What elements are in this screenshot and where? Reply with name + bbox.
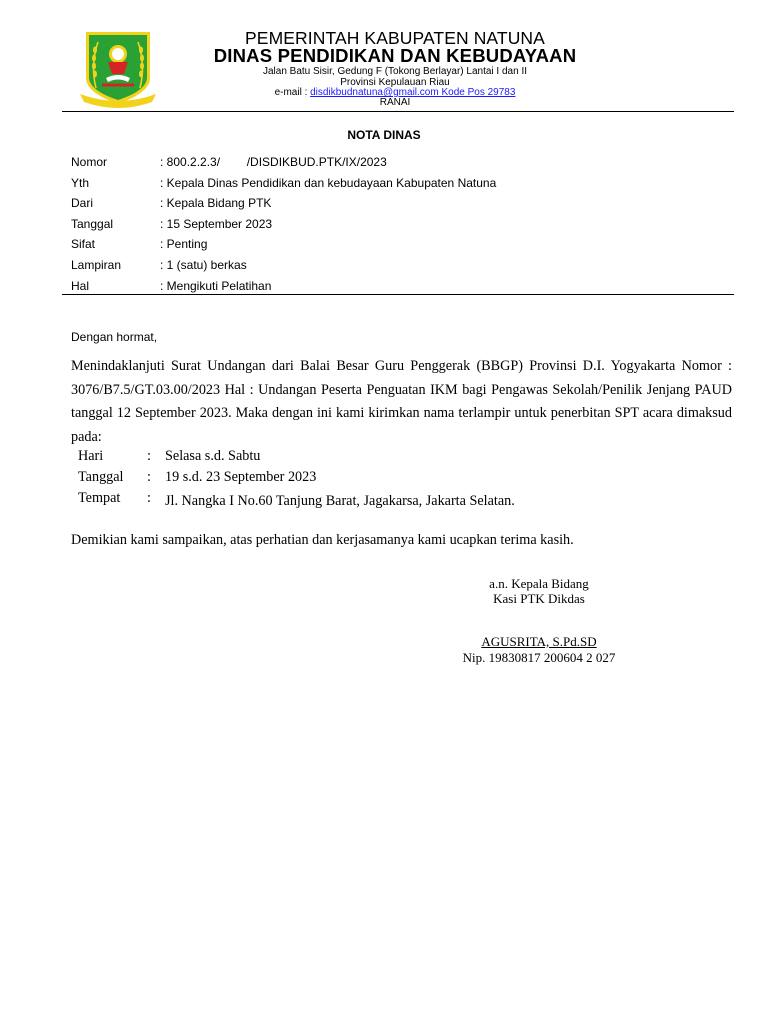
detail-colon: :: [147, 448, 151, 464]
detail-value-tempat: Jl. Nangka I No.60 Tanjung Barat, Jagakarsa, Jakarta Selatan.: [165, 493, 515, 509]
detail-label-hari: Hari: [78, 448, 104, 464]
document-title: NOTA DINAS: [347, 128, 421, 142]
greeting: Dengan hormat,: [71, 330, 158, 344]
meta-label-hal: Hal: [71, 279, 90, 293]
meta-divider: [62, 294, 734, 295]
natuna-regency-emblem-icon: [78, 28, 158, 108]
closing-sentence: Demikian kami sampaikan, atas perhatian dan kerjasamanya kami ucapkan terima kasih.: [71, 532, 574, 548]
meta-label-yth: Yth: [71, 176, 90, 190]
signature-role: a.n. Kepala Bidang: [489, 576, 589, 591]
letterhead-government: PEMERINTAH KABUPATEN NATUNA: [245, 28, 545, 48]
meta-value-tanggal: : 15 September 2023: [160, 217, 273, 231]
signature-nip: Nip. 19830817 200604 2 027: [462, 650, 616, 665]
meta-label-sifat: Sifat: [71, 237, 96, 251]
meta-value-lampiran: : 1 (satu) berkas: [160, 258, 247, 272]
letterhead-agency: DINAS PENDIDIKAN DAN KEBUDAYAAN: [213, 45, 577, 66]
meta-value-yth: : Kepala Dinas Pendidikan dan kebudayaan Kabupaten Natuna: [160, 176, 497, 190]
email-prefix: e-mail :: [274, 87, 311, 98]
detail-colon: :: [147, 490, 151, 506]
meta-value-sifat: : Penting: [160, 237, 208, 251]
detail-value-hari: Selasa s.d. Sabtu: [165, 448, 261, 464]
meta-label-dari: Dari: [71, 196, 94, 210]
detail-label-tanggal: Tanggal: [78, 469, 124, 485]
meta-label-lampiran: Lampiran: [71, 258, 122, 272]
meta-value-hal: : Mengikuti Pelatihan: [160, 279, 272, 293]
meta-label-tanggal: Tanggal: [71, 217, 114, 231]
detail-label-tempat: Tempat: [78, 490, 121, 506]
meta-label-nomor: Nomor: [71, 155, 108, 169]
meta-value-dari: : Kepala Bidang PTK: [160, 196, 272, 210]
detail-colon: :: [147, 469, 151, 485]
body-paragraph: Menindaklanjuti Surat Undangan dari Balai Besar Guru Penggerak (BBGP) Provinsi D.I. Yogyakarta Nomor : 3076/B7.5/GT.03.00/2023 Hal : Undangan Peserta Penguatan IKM bagi Pengawas Sekolah/Penilik Jenjang PAUD tanggal 12 September 2023. Maka dengan ini kami kirimkan nama terlampir untuk penerbitan SPT acara dimaksud pada:: [71, 358, 732, 446]
meta-value-nomor: : 800.2.2.3/ /DISDIKBUD.PTK/IX/2023: [160, 155, 387, 169]
signature-position: Kasi PTK Dikdas: [493, 591, 585, 606]
letterhead-divider: [62, 111, 734, 112]
signature-name: AGUSRITA, S.Pd.SD: [481, 634, 597, 649]
detail-value-tanggal: 19 s.d. 23 September 2023: [165, 469, 317, 485]
letterhead-address: Jalan Batu Sisir, Gedung F (Tokong Berlayar) Lantai I dan II: [262, 66, 528, 77]
email-link[interactable]: disdikbudnatuna@gmail.com Kode Pos 29783: [310, 87, 516, 98]
letterhead-province: Provinsi Kepulauan Riau: [340, 77, 450, 88]
letterhead-city: RANAI: [379, 97, 411, 108]
